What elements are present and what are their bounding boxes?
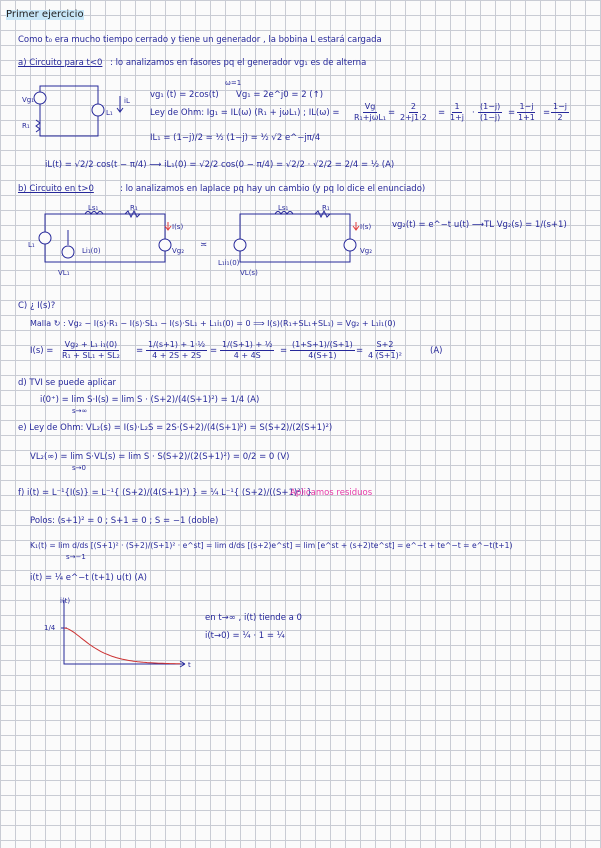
label-r: R₁: [22, 122, 30, 130]
tvf-lim: s→0: [72, 464, 86, 472]
intro-text: Como t₀ era mucho tiempo cerrado y tiene un generador , la bobina L estará cargada: [18, 35, 382, 45]
cb2-label-is: I(s): [360, 223, 372, 231]
part-a-text: : lo analizamos en fasores pq el generador vg₁ es de alterna: [110, 58, 367, 68]
part-f-heading: f) i(t) = L⁻¹{I(s)} = L⁻¹{ (S+2)/(4(S+1)²) } = ¼ L⁻¹{ (S+2)/((S+1)²) }: [18, 488, 313, 498]
eq-sign: =: [210, 346, 218, 356]
vg-arrow-label: ω=1: [225, 79, 242, 87]
frac-c5: $\frac{S+2}{\text{4 (S+1)²}}$: [368, 340, 402, 360]
plot-y-label: i(t): [60, 597, 71, 605]
eq-sign: =: [280, 346, 288, 356]
cb-label-l: L₁: [28, 241, 35, 249]
il-time: iL(t) = √2/2 cos(t − π/4) ⟶ iL₁(0) = √2/2 cos(0 − π/4) = √2/2 · √2/2 = 2/4 = ½ (A): [45, 160, 395, 170]
final-result: i(t) = ¼ e^−t (t+1) u(t) (A): [30, 573, 147, 583]
frac-a6: $\frac{1-j}{2}$: [553, 102, 568, 122]
cb-label-r: R₁: [130, 204, 138, 212]
eq-sign: =: [508, 108, 516, 118]
polos-line: Polos: (s+1)² = 0 ; S+1 = 0 ; S = −1 (doble): [30, 516, 219, 526]
tvi-lim: s→∞: [72, 407, 88, 415]
cb2-label-vg: Vg₂: [360, 247, 373, 255]
equivalent-mark: ≍: [200, 240, 208, 250]
eq-sign: =: [136, 346, 144, 356]
residuos-note: Aplicamos residuos: [290, 488, 373, 498]
tvf-eq: VL₂(∞) = lim S·VL(s) = lim S · S(S+2)/(2(S+1)²) = 0/2 = 0 (V): [30, 452, 290, 462]
label-l: L₁: [106, 109, 113, 117]
response-curve: [64, 628, 180, 664]
graph-note-1: en t→∞ , i(t) tiende a 0: [205, 613, 302, 623]
vg2-laplace: vg₂(t) = e^−t u(t) ⟶TL Vg₂(s) = 1/(s+1): [392, 220, 567, 230]
eq-sign: =: [356, 346, 364, 356]
unit-a: (A): [430, 346, 443, 356]
part-a-heading: a) Circuito para t<0: [18, 58, 103, 68]
il-phasor: IL₁ = (1−j)/2 = ½ (1−j) = ½ √2 e^−jπ/4: [150, 133, 321, 143]
eq-sign: ·: [472, 108, 475, 118]
cb2-label-ls: Ls₁: [278, 204, 289, 212]
cb-label-ls: Ls₁: [88, 204, 99, 212]
plot-t-label: t: [188, 661, 191, 669]
residue-calc: K₁(t) = lim d/ds [(S+1)² · (S+2)/(S+1)² · e^st] = lim d/ds [(s+2)e^st] = lim [e^st + (s+2)te^st] = e^−t + te^−t = e^−t(t+1): [30, 541, 513, 550]
eq-sign: =: [388, 108, 396, 118]
frac-a4: $\frac{(1-j)}{(1-j)}$: [480, 102, 501, 122]
part-b-heading: b) Circuito en t>0: [18, 184, 94, 194]
vg-phasor: Vg₁ = 2e^j0 = 2 (↑): [236, 90, 324, 100]
part-d-heading: d) TVI se puede aplicar: [18, 378, 117, 388]
frac-a1: Vg R₁+jωL₁: [354, 102, 387, 122]
part-e-heading: e) Ley de Ohm: VL₂(s) = I(s)·L₂S = 2S·(S+2)/(4(S+1)²) = S(S+2)/(2(S+1)²): [18, 423, 333, 433]
eq-sign: =: [543, 108, 551, 118]
residue-lim: s→−1: [66, 553, 86, 561]
plot-y-tick: 1/4: [44, 624, 56, 632]
page-title: Primer ejercicio: [6, 9, 84, 20]
frac-a3: $\frac{1}{1+j}$: [450, 102, 465, 122]
frac-a5: $\frac{1-j}{1+1}$: [518, 102, 535, 122]
plot-axes: [64, 600, 185, 664]
cb-label-is: I(s): [172, 223, 184, 231]
cb-label-vl: VL₁: [58, 269, 70, 277]
graph-note-2: i(t→0) = ¼ · 1 = ¼: [205, 631, 285, 641]
malla-eq: Malla ↻ : Vg₂ − I(s)·R₁ − I(s)·SL₁ − I(s)·SL₁ + L₁i₁(0) = 0 ⟹ I(s)(R₁+SL₁+SL₁) = Vg₂ + L₁i₁(0): [30, 319, 396, 328]
label-il: iL: [124, 97, 130, 105]
vg-time: vg₁ (t) = 2cos(t): [150, 90, 219, 100]
frac-c4: $\frac{(1+S+1)/(S+1)}{4(S+1)}$: [292, 340, 353, 360]
frac-c2: $\frac{\text{1/(s+1) + 1·½}}{4 + 2S + 2S}$: [148, 340, 206, 360]
frac-c1: $\frac{\text{Vg₂ + L₁ i₁(0)}}{\text{R₁ + SL₁ + SL₂}}$: [62, 340, 120, 360]
tvi-eq: i(0⁺) = lim S·I(s) = lim S · (S+2)/(4(S+1)²) = 1/4 (A): [40, 395, 260, 405]
ohm-law-a: Ley de Ohm: Ig₁ = IL(ω) (R₁ + jωL₁) ; IL(ω) =: [150, 108, 340, 118]
cb2-label-li: L₁i₁(0): [218, 259, 240, 267]
eq-sign: =: [438, 108, 446, 118]
is-eq-label: I(s) =: [30, 346, 54, 356]
cb2-label-vl: VL(s): [240, 269, 258, 277]
frac-a2: $\frac{2}{2+j1\cdot 2}$: [400, 102, 427, 122]
frac-c3: $\frac{\text{1/(S+1) + ½}}{4 + 4S}$: [222, 340, 273, 360]
cb-label-vg: Vg₂: [172, 247, 185, 255]
label-vg: Vg₁: [22, 96, 35, 104]
part-c-heading: C) ¿ I(s)?: [18, 301, 56, 311]
cb2-label-r: R₁: [322, 204, 330, 212]
part-b-text: : lo analizamos en laplace pq hay un cambio (y pq lo dice el enunciado): [120, 184, 426, 194]
cb-label-li: Li₁(0): [82, 247, 101, 255]
